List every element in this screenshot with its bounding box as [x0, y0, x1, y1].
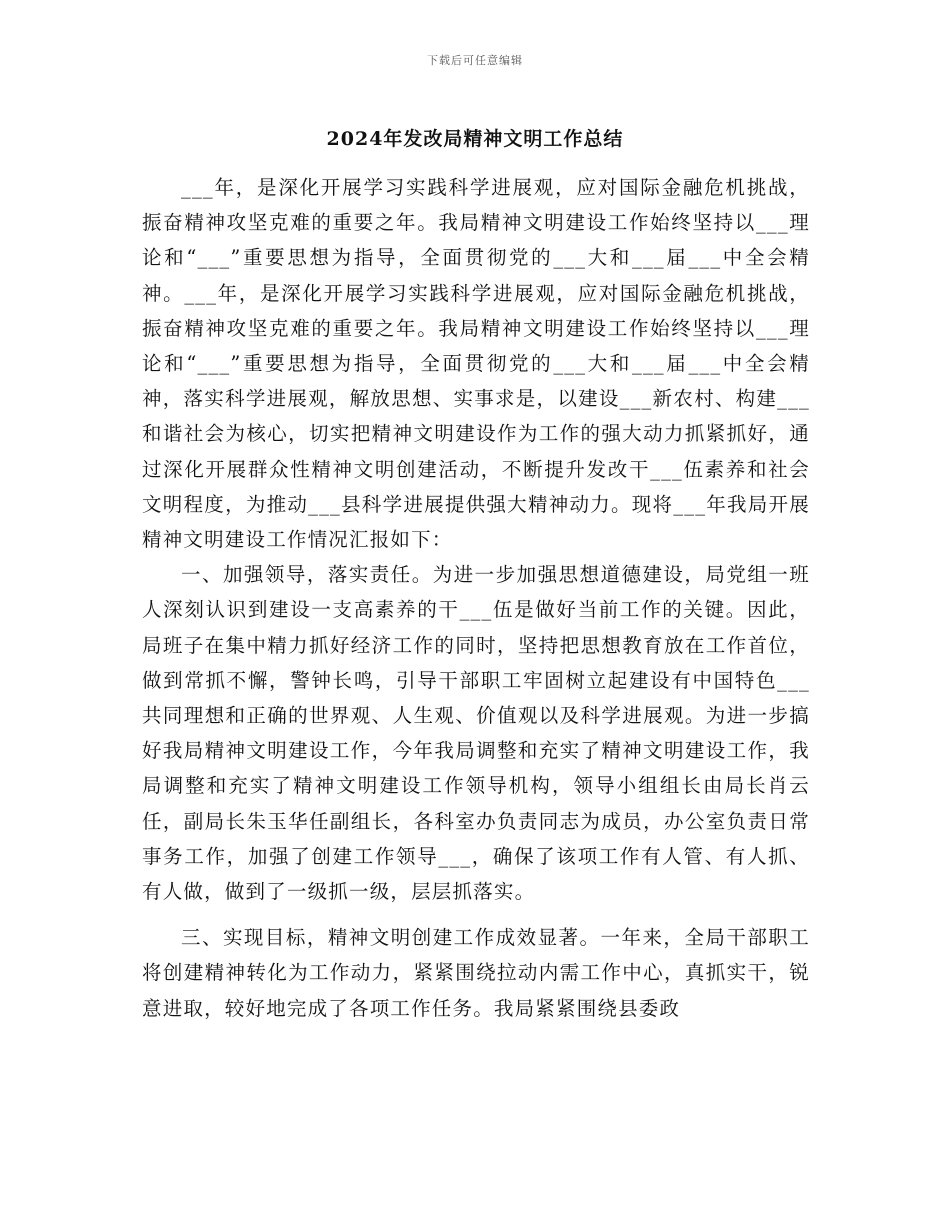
paragraph-intro: ___年，是深化开展学习实践科学进展观，应对国际金融危机挑战，振奋精神攻坚克难的重要之年。我局精神文明建设工作始终坚持以___理论和“___”重要思想为指导，全面贯彻党的___大和___届___中全会精神。___年，是深化开展学习实践科学进展观，应对国际金融危机挑战，振奋精神攻坚克难的重要之年。我局精神文明建设工作始终坚持以___理论和“___”重要思想为指导，全面贯彻党的___大和___届___中全会精神，落实科学进展观，解放思想、实事求是，以建设___新农村、构建___和谐社会为核心，切实把精神文明建设作为工作的强大动力抓紧抓好，通过深化开展群众性精神文明创建活动，不断提升发改干___伍素养和社会文明程度，为推动___县科学进展提供强大精神动力。现将___年我局开展精神文明建设工作情况汇报如下：	[142, 176, 810, 552]
document-body	[142, 170, 810, 1026]
document-title: 2024年发改局精神文明工作总结	[326, 128, 624, 150]
paragraph-section-one: 一、加强领导，落实责任。为进一步加强思想道德建设，局党组一班人深刻认识到建设一支高素养的干___伍是做好当前工作的关键。因此，局班子在集中精力抓好经济工作的同时，坚持把思想教育放在工作首位，做到常抓不懈，警钟长鸣，引导干部职工牢固树立起建设有中国特色___共同理想和正确的世界观、人生观、价值观以及科学进展观。为进一步搞好我局精神文明建设工作，今年我局调整和充实了精神文明建设工作，我局调整和充实了精神文明建设工作领导机构，领导小组组长由局长肖云任，副局长朱玉华任副组长，各科室办负责同志为成员，办公室负责日常事务工作，加强了创建工作领导___，确保了该项工作有人管、有人抓、有人做，做到了一级抓一级，层层抓落实。	[142, 563, 810, 904]
paragraph-section-three: 三、实现目标，精神文明创建工作成效显著。一年来，全局干部职工将创建精神转化为工作动力，紧紧围绕拉动内需工作中心，真抓实干，锐意进取，较好地完成了各项工作任务。我局紧紧围绕县委政	[142, 926, 810, 1020]
page-header-note: 下载后可任意编辑	[427, 54, 523, 67]
